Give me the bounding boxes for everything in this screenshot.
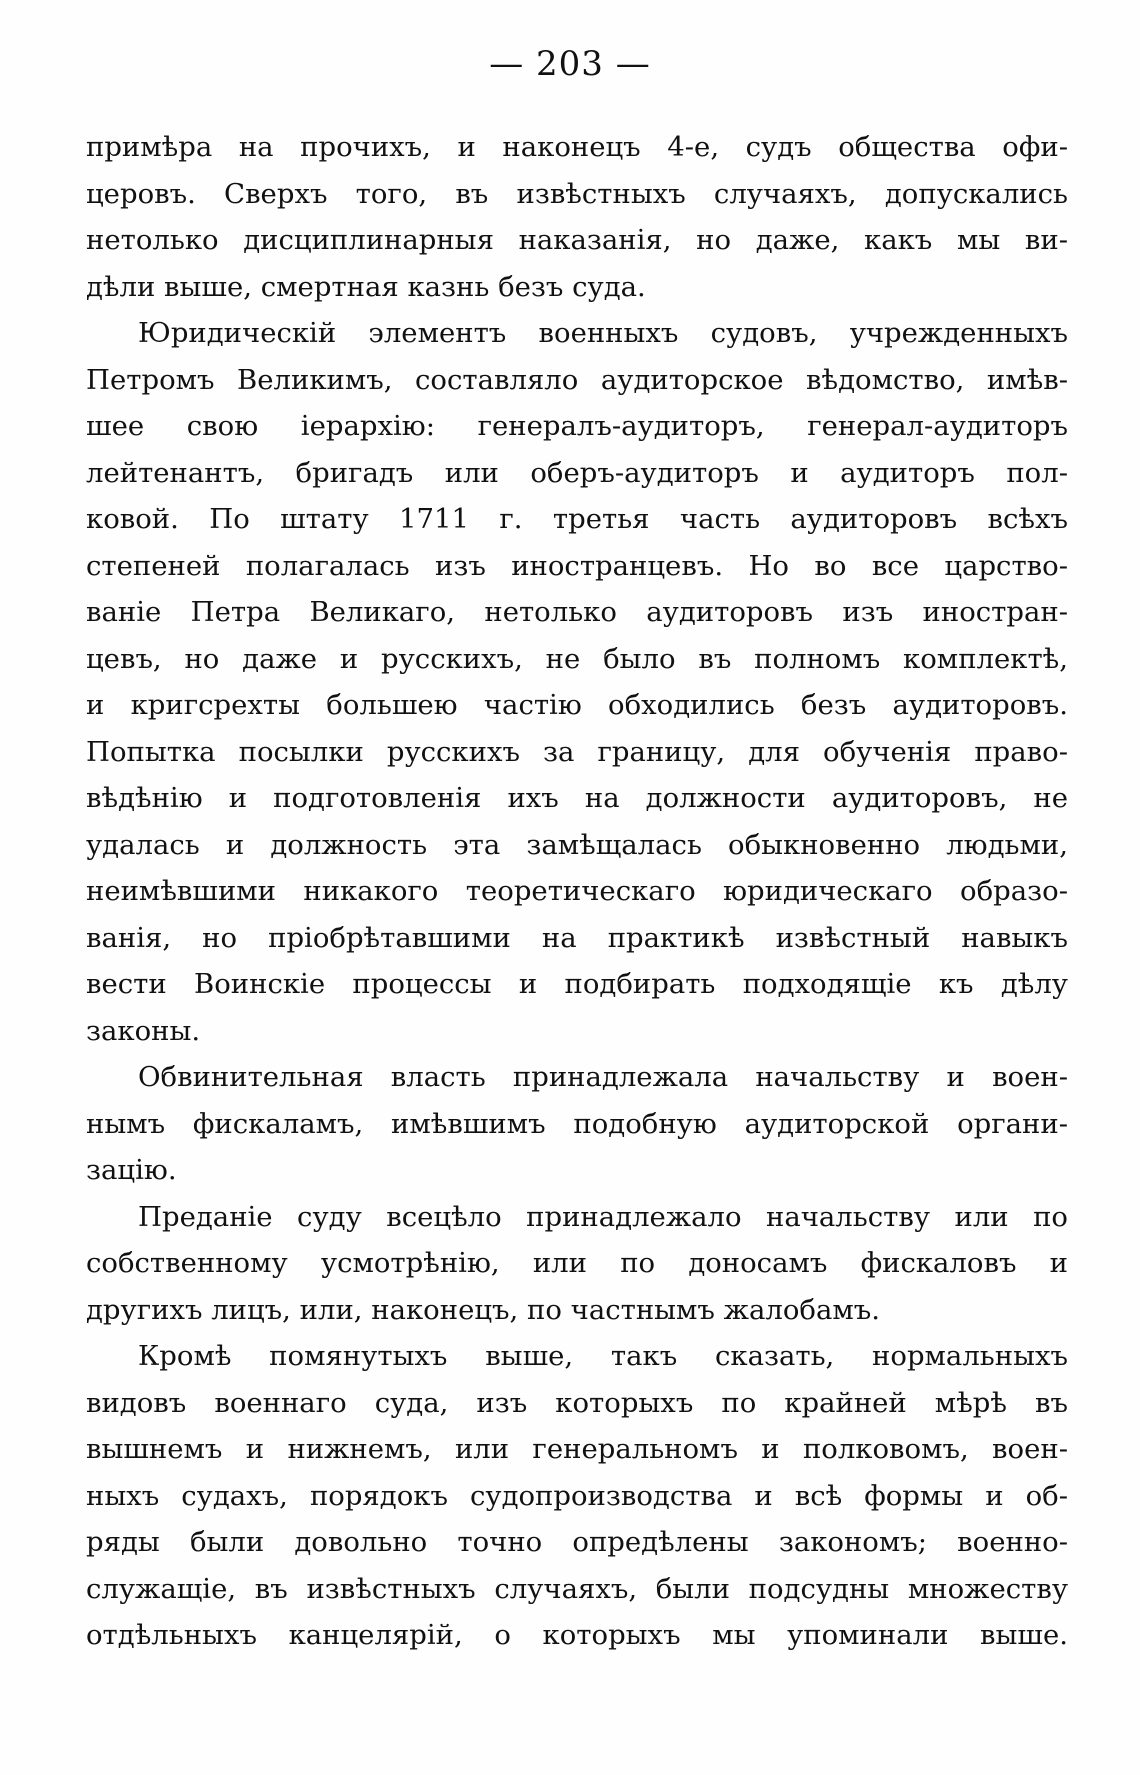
text-line: нымъ фискаламъ, имѣвшимъ подобную аудиторской органи- bbox=[86, 1107, 1068, 1140]
text-line: Кромѣ помянутыхъ выше, такъ сказать, нормальныхъ bbox=[138, 1340, 1068, 1372]
text-line: ковой. По штату 1711 г. третья часть аудиторовъ всѣхъ bbox=[86, 503, 1068, 535]
body-text bbox=[86, 124, 1068, 1659]
text-line: нетолько дисциплинарныя наказанія, но даже, какъ мы ви- bbox=[86, 224, 1068, 256]
text-line: вышнемъ и нижнемъ, или генеральномъ и полковомъ, воен- bbox=[86, 1433, 1068, 1465]
text-line: церовъ. Сверхъ того, въ извѣстныхъ случаяхъ, допускались bbox=[86, 177, 1068, 210]
text-line: отдѣльныхъ канцелярій, о которыхъ мы упоминали выше. bbox=[86, 1619, 1068, 1651]
text-line: другихъ лицъ, или, наконецъ, по частнымъ жалобамъ. bbox=[86, 1293, 880, 1326]
paragraph bbox=[86, 1054, 1068, 1194]
text-line: удалась и должность эта замѣщалась обыкновенно людьми, bbox=[86, 828, 1068, 861]
text-line: ныхъ судахъ, порядокъ судопроизводства и всѣ формы и об- bbox=[86, 1479, 1068, 1512]
text-line: служащіе, въ извѣстныхъ случаяхъ, были подсудны множеству bbox=[86, 1572, 1068, 1605]
text-line: Юридическій элементъ военныхъ судовъ, учрежденныхъ bbox=[138, 317, 1068, 349]
text-line: видовъ военнаго суда, изъ которыхъ по крайней мѣрѣ въ bbox=[86, 1386, 1068, 1419]
text-line: ряды были довольно точно опредѣлены закономъ; военно- bbox=[86, 1526, 1068, 1558]
text-line: Обвинительная власть принадлежала начальству и воен- bbox=[138, 1061, 1068, 1093]
page-number: — 203 — bbox=[489, 44, 651, 84]
text-line: Петромъ Великимъ, составляло аудиторское вѣдомство, имѣв- bbox=[86, 363, 1068, 396]
paragraph bbox=[86, 124, 1068, 310]
text-line: дѣли выше, смертная казнь безъ суда. bbox=[86, 270, 646, 303]
text-line: законы. bbox=[86, 1014, 201, 1047]
text-line: неимѣвшими никакого теоретическаго юридическаго образо- bbox=[86, 875, 1068, 907]
paragraph bbox=[86, 1333, 1068, 1659]
text-line: лейтенантъ, бригадъ или оберъ-аудиторъ и аудиторъ пол- bbox=[86, 456, 1068, 489]
paragraph bbox=[86, 1194, 1068, 1334]
text-line: шее свою іерархію: генералъ-аудиторъ, генерал-аудиторъ bbox=[86, 410, 1068, 442]
text-line: степеней полагалась изъ иностранцевъ. Но во все царство- bbox=[86, 549, 1068, 582]
paragraph bbox=[86, 310, 1068, 1054]
text-line: и кригсрехты большею частію обходились безъ аудиторовъ. bbox=[86, 689, 1068, 721]
text-line: зацію. bbox=[86, 1154, 177, 1186]
text-line: ваніе Петра Великаго, нетолько аудиторовъ изъ иностран- bbox=[86, 596, 1068, 628]
text-line: ванія, но пріобрѣтавшими на практикѣ извѣстный навыкъ bbox=[86, 921, 1068, 954]
text-line: собственному усмотрѣнію, или по доносамъ фискаловъ и bbox=[86, 1247, 1068, 1279]
text-line: вѣдѣнію и подготовленія ихъ на должности аудиторовъ, не bbox=[86, 782, 1068, 814]
text-line: примѣра на прочихъ, и наконецъ 4-е, судъ общества офи- bbox=[86, 131, 1068, 163]
text-line: цевъ, но даже и русскихъ, не было въ полномъ комплектѣ, bbox=[86, 642, 1068, 675]
text-line: Преданіе суду всецѣло принадлежало начальству или по bbox=[138, 1200, 1068, 1233]
text-line: Попытка посылки русскихъ за границу, для обученія право- bbox=[86, 735, 1068, 768]
text-line: вести Воинскіе процессы и подбирать подходящіе къ дѣлу bbox=[86, 968, 1068, 1000]
